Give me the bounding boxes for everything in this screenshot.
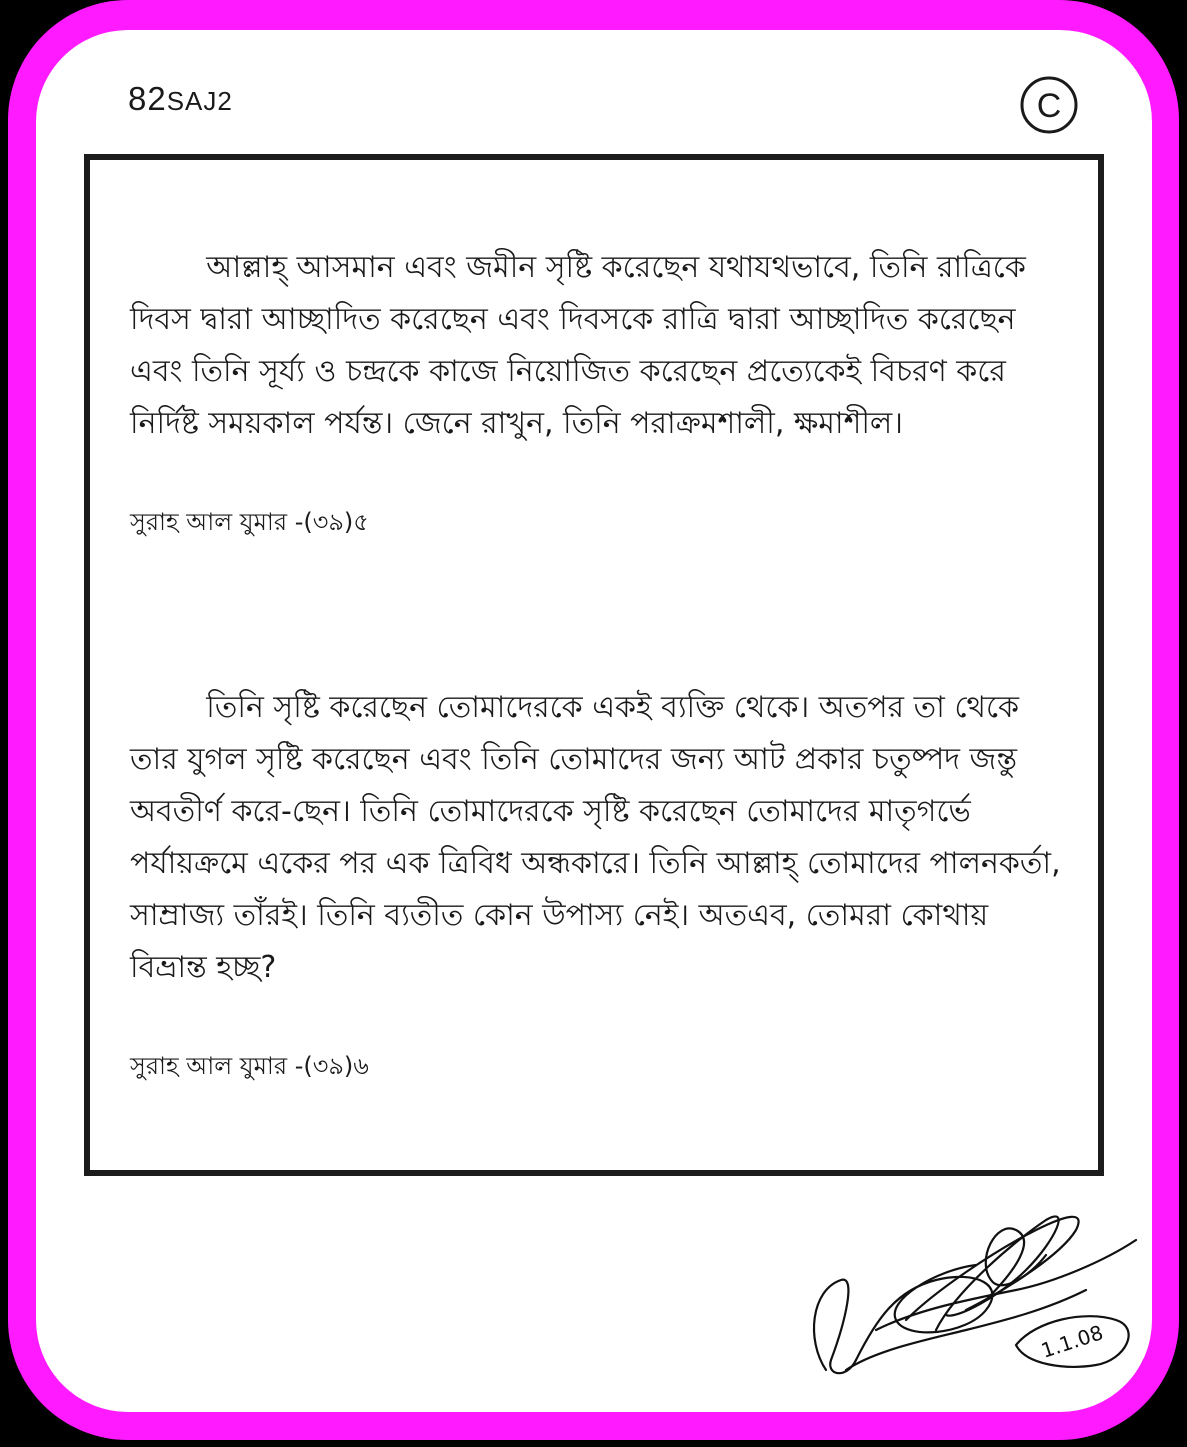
document-code-suffix: SAJ2 xyxy=(166,86,233,116)
document-code-number: 82 xyxy=(128,80,167,117)
handwritten-signature xyxy=(786,1170,1146,1400)
copyright-icon xyxy=(1018,74,1080,136)
verse-text-2: তিনি সৃষ্টি করেছেন তোমাদেরকে একই ব্যক্তি থেকে। অতপর তা থেকে তার যুগল সৃষ্টি করেছেন এবং তিনি তোমাদের জন্য আট প্রকার চতুষ্পদ জন্তু অবতীর্ণ করে-ছেন। তিনি তোমাদেরকে সৃষ্টি করেছেন তোমাদের মাতৃগর্ভে পর্যায়ক্রমে একের পর এক ত্রিবিধ অন্ধকারে। তিনি আল্লাহ্ তোমাদের পালনকর্তা, সাম্রাজ্য তাঁরই। তিনি ব্যতীত কোন উপাস্য নেই। অতএব, তোমরা কোথায় বিভ্রান্ত হচ্ছ? xyxy=(130,690,1071,985)
verse-passage-1 xyxy=(130,190,1070,646)
verse-passage-2 xyxy=(130,630,1070,1190)
verse-box xyxy=(84,154,1104,1176)
copyright-letter: C xyxy=(1036,87,1062,125)
document-page xyxy=(36,30,1152,1412)
verse-reference-1: সুরাহ আল যুমার -(৩৯)৫ xyxy=(130,508,369,536)
document-code xyxy=(128,80,233,118)
verse-text-1: আল্লাহ্ আসমান এবং জমীন সৃষ্টি করেছেন যথাযথভাবে, তিনি রাত্রিকে দিবস দ্বারা আচ্ছাদিত করেছেন এবং দিবসকে রাত্রি দ্বারা আচ্ছাদিত করেছেন এবং তিনি সূর্য্য ও চন্দ্রকে কাজে নিয়োজিত করেছেন প্রত্যেকেই বিচরণ করে নির্দিষ্ট সময়কাল পর্যন্ত। জেনে রাখুন, তিনি পরাক্রমশালী, ক্ষমাশীল। xyxy=(130,250,1036,441)
signature-date: 1.1.08 xyxy=(1038,1320,1107,1363)
verse-reference-2: সুরাহ আল যুমার -(৩৯)৬ xyxy=(130,1052,369,1080)
